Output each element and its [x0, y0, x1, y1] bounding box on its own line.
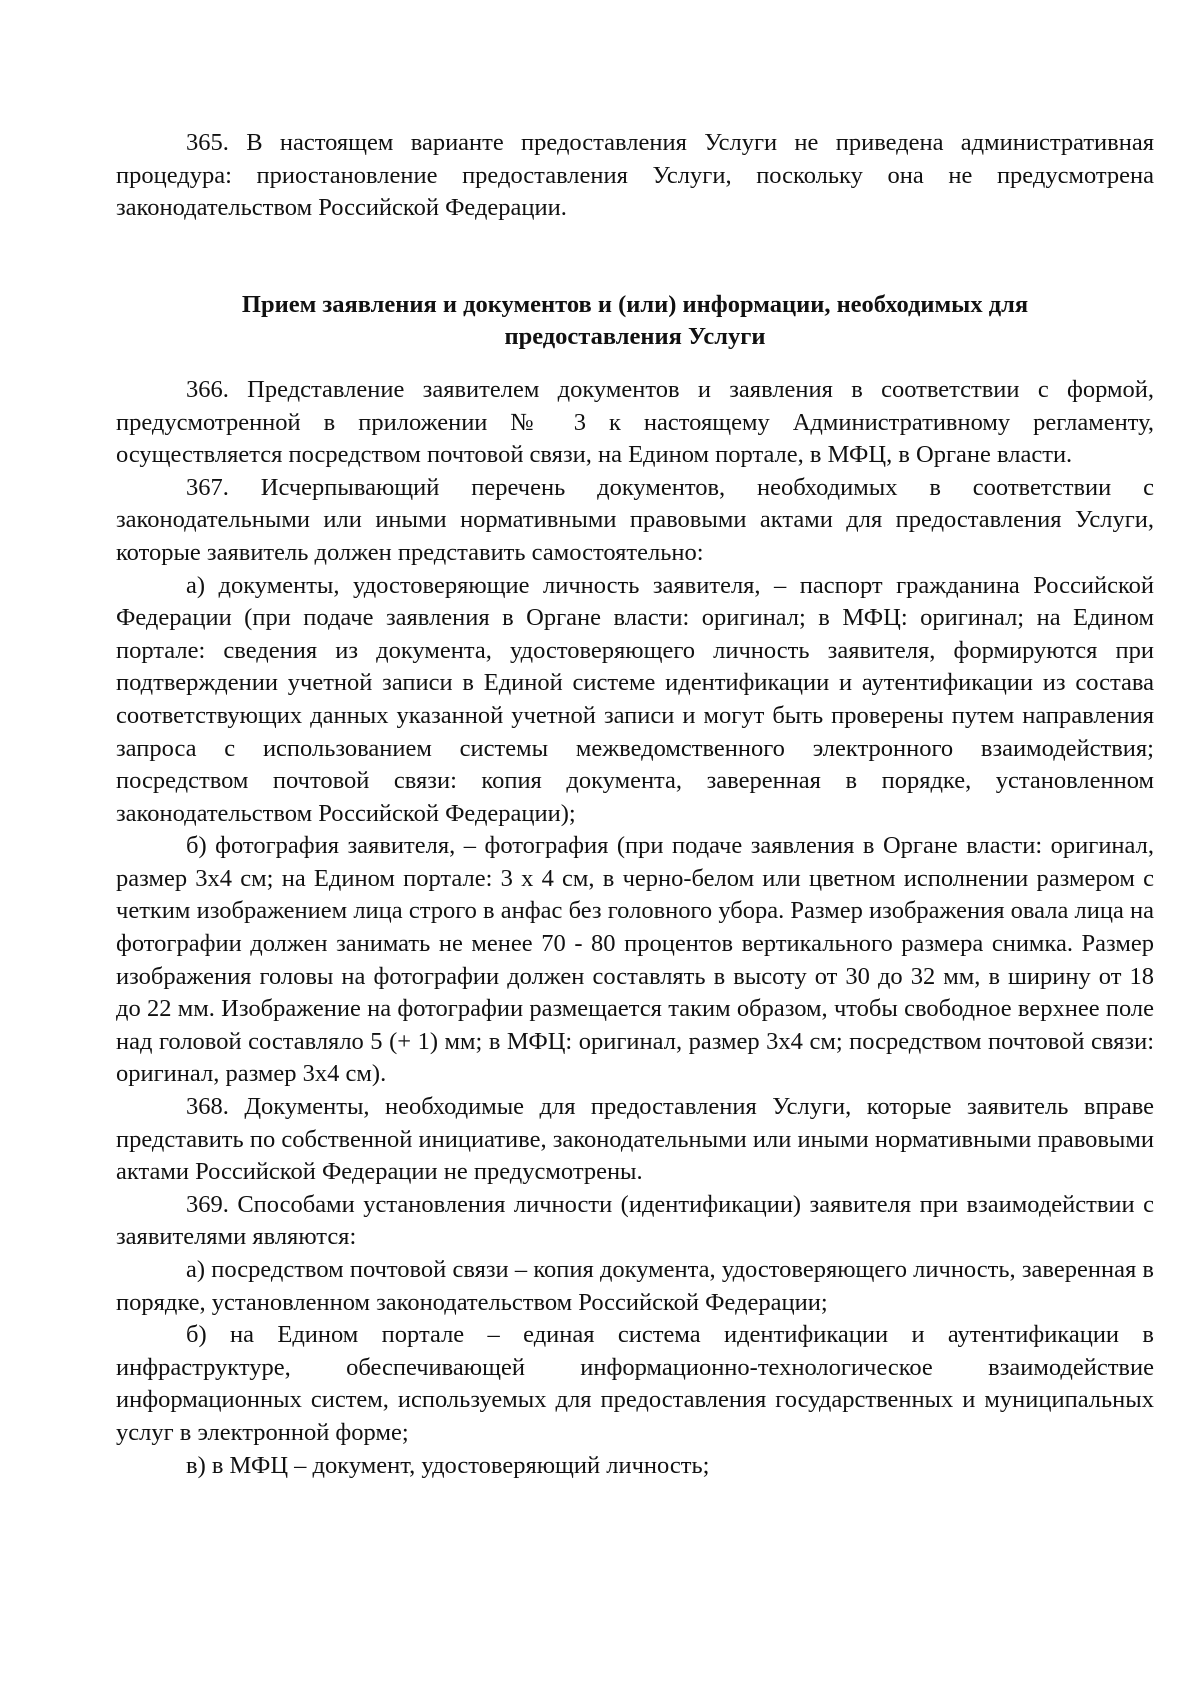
section-heading: Прием заявления и документов и (или) информации, необходимых для предоставления Услуги: [241, 290, 1029, 351]
heading-spacer: [116, 354, 1154, 374]
paragraph-367: 367. Исчерпывающий перечень документов, необходимых в соответствии с законодательными или иными нормативными правовыми актами для предоставления Услуги, которые заявитель должен представить самостоятельно:: [116, 473, 1154, 566]
list-item-369-c: в) в МФЦ – документ, удостоверяющий личность;: [186, 1451, 710, 1479]
paragraph-365: 365. В настоящем варианте предоставления Услуги не приведена административная процедура: приостановление предоставления Услуги, поскольку она не предусмотрена законодательством Российской Федерации.: [116, 129, 1154, 222]
paragraph-366: 366. Представление заявителем документов и заявления в соответствии с формой, предусмотренной в приложении № 3 к настоящему Административному регламенту, осуществляется посредством почтовой связи, на Едином портале, в МФЦ, в Органе власти.: [116, 375, 1154, 469]
list-item-367-b: б) фотография заявителя, – фотография (при подаче заявления в Органе власти: оригинал, размер 3х4 см; на Едином портале: 3 х 4 см, в черно-белом или цветном исполнении размером с четким изображением лица строго в анфас без головного убора. Размер изображения овала лица на фотографии должен занимать не менее 70 - 80 процентов вертикального размера снимка. Размер изображения головы на фотографии должен составлять в высоту от 30 до 32 мм, в ширину от 18 до 22 мм. Изображение на фотографии размещается таким образом, чтобы свободное верхнее поле над головой составляло 5 (+ 1) мм; в МФЦ: оригинал, размер 3х4 см; посредством почтовой связи: оригинал, размер 3х4 см).: [116, 832, 1154, 1088]
paragraph-369: 369. Способами установления личности (идентификации) заявителя при взаимодействии с заявителями являются:: [116, 1190, 1154, 1251]
list-item-369-b: б) на Едином портале – единая система идентификации и аутентификации в инфраструктуре, обеспечивающей информационно-технологическое взаимодействие информационных систем, используемых для предоставления государственных и муниципальных услуг в электронной форме;: [116, 1321, 1154, 1446]
list-item-367-a: а) документы, удостоверяющие личность заявителя, – паспорт гражданина Российской Федерации (при подаче заявления в Органе власти: оригинал; в МФЦ: оригинал; на Едином портале: сведения из документа, удостоверяющего личность заявителя, формируются при подтверждении учетной записи в Единой системе идентификации и аутентификации из состава соответствующих данных указанной учетной записи и могут быть проверены путем направления запроса с использованием системы межведомственного электронного взаимодействия; посредством почтовой связи: копия документа, заверенная в порядке, установленном законодательством Российской Федерации);: [116, 571, 1154, 827]
paragraph-368: 368. Документы, необходимые для предоставления Услуги, которые заявитель вправе представить по собственной инициативе, законодательными или иными нормативными правовыми актами Российской Федерации не предусмотрены.: [116, 1093, 1154, 1186]
list-item-369-a: а) посредством почтовой связи – копия документа, удостоверяющего личность, заверенная в порядке, установленном законодательством Российской Федерации;: [116, 1256, 1154, 1316]
section-spacer: [116, 225, 1154, 289]
